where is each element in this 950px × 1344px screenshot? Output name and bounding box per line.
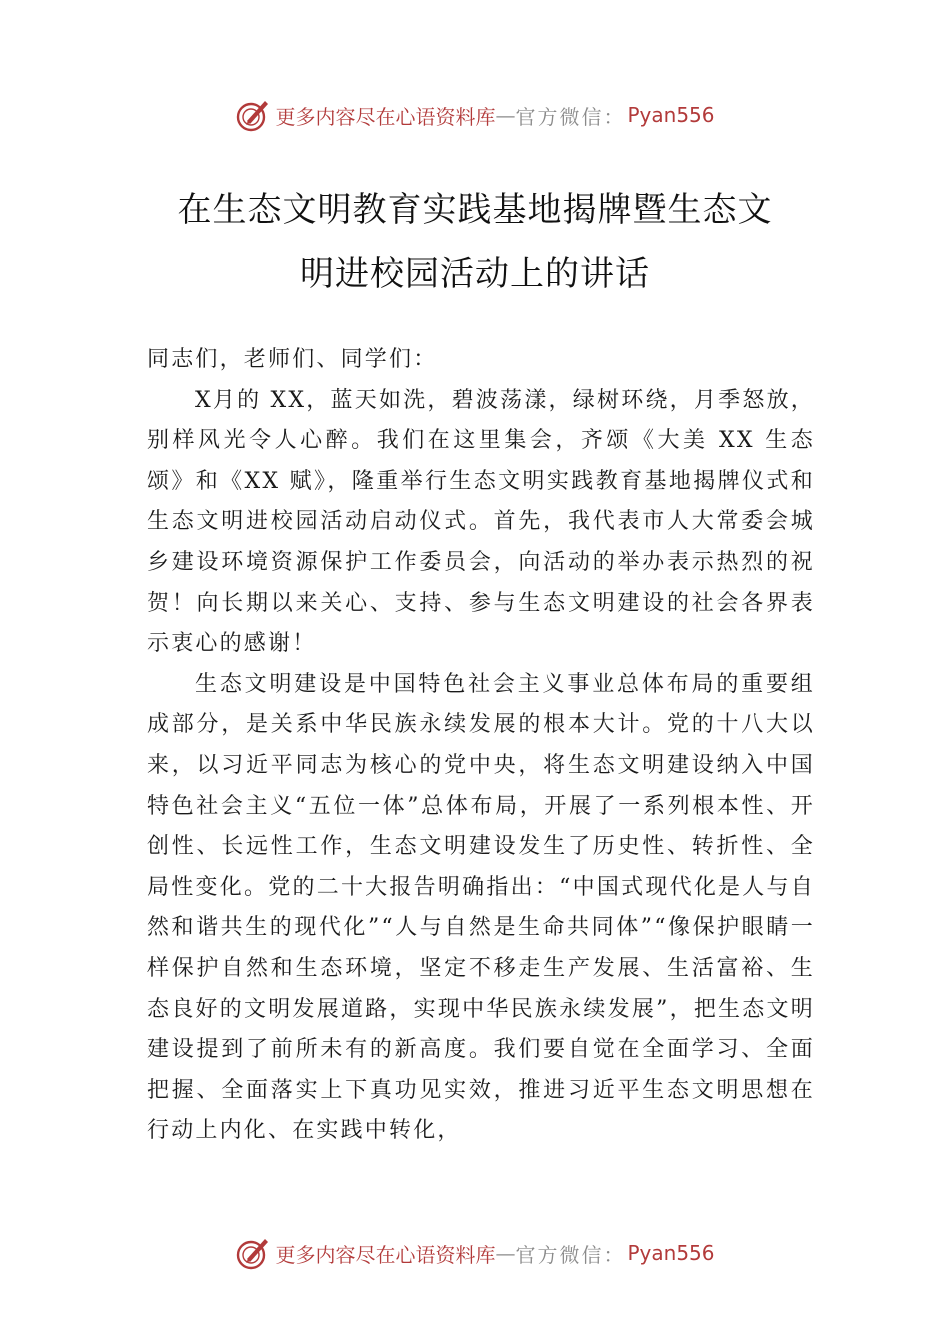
title-line-1: 在生态文明教育实践基地揭牌暨生态文 <box>177 190 773 230</box>
document-title <box>0 178 950 306</box>
banner-wechat-label: 官方微信： <box>515 104 626 129</box>
salutation: 同志们，老师们、同学们： <box>147 347 438 372</box>
title-line-2: 明进校园活动上的讲话 <box>300 254 650 294</box>
banner-dash: — <box>495 103 516 127</box>
footer-wechat-label: 官方微信： <box>515 1242 626 1267</box>
quill-seal-icon <box>235 1235 271 1271</box>
header-banner <box>0 95 950 135</box>
footer-wechat-id: Pyan556 <box>627 1241 715 1265</box>
document-body <box>147 340 815 1152</box>
banner-brand-text: 更多内容尽在心语资料库 <box>275 104 496 129</box>
banner-wechat-id: Pyan556 <box>627 103 715 127</box>
footer-dash: — <box>495 1241 516 1265</box>
footer-banner <box>0 1233 950 1273</box>
paragraph-1: X月的 XX，蓝天如洗，碧波荡漾，绿树环绕，月季怒放，别样风光令人心醉。我们在这里集会，齐颂《大美 XX 生态颂》和《XX 赋》，隆重举行生态文明实践教育基地揭牌仪式和生态文明进校园活动启动仪式。首先，我代表市人大常委会城乡建设环境资源保护工作委员会，向活动的举办表示热烈的祝贺！向长期以来关心、支持、参与生态文明建设的社会各界表示衷心的感谢！ <box>147 387 815 657</box>
footer-brand-text: 更多内容尽在心语资料库 <box>275 1242 496 1267</box>
paragraph-2: 生态文明建设是中国特色社会主义事业总体布局的重要组成部分，是关系中华民族永续发展的根本大计。党的十八大以来，以习近平同志为核心的党中央，将生态文明建设纳入中国特色社会主义“五位一体”总体布局，开展了一系列根本性、开创性、长远性工作，生态文明建设发生了历史性、转折性、全局性变化。党的二十大报告明确指出：“中国式现代化是人与自然和谐共生的现代化”“人与自然是生命共同体”“像保护眼睛一样保护自然和生态环境，坚定不移走生产发展、生活富裕、生态良好的文明发展道路，实现中华民族永续发展”，把生态文明建设提到了前所未有的新高度。我们要自觉在全面学习、全面把握、全面落实上下真功见实效，推进习近平生态文明思想在行动上内化、在实践中转化， <box>147 671 815 1144</box>
quill-seal-icon <box>235 97 271 133</box>
